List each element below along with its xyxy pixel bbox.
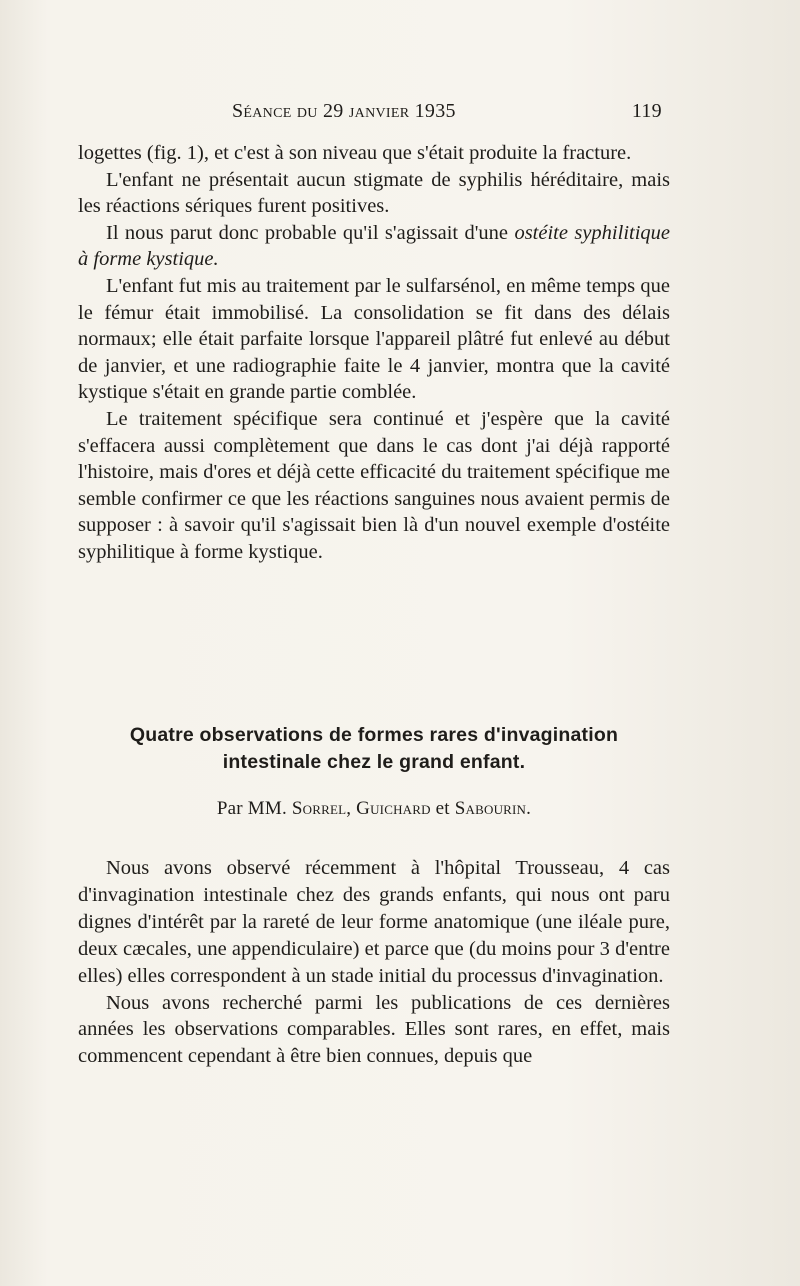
paragraph: L'enfant fut mis au traitement par le sulfarsénol, en même temps que le fémur était immobilisé. La consolidation se fit dans des délais normaux; elle était parfaite lorsque l'appareil plâtré fut enlevé au début de janvier, et une radiographie faite le 4 janvier, montra que la cavité kystique s'était en grande partie comblée. <box>78 274 670 404</box>
article-byline <box>78 798 670 820</box>
running-title: Séance du 29 janvier 1935 <box>232 100 456 122</box>
byline-prefix: Par MM. <box>216 798 287 819</box>
paragraph: logettes (fig. 1), et c'est à son niveau que s'était produite la fracture. <box>78 142 632 164</box>
article-title <box>78 722 670 776</box>
article-title-line: intestinale chez le grand enfant. <box>222 751 526 773</box>
article-title-line: Quatre observations de formes rares d'invagination <box>129 724 619 746</box>
paragraph: Nous avons recherché parmi les publications de ces dernières années les observations comparables. Elles sont rares, en effet, mais commencent cependant à être bien connues, depuis que <box>78 991 670 1068</box>
author-name: Guichard <box>356 798 431 819</box>
author-name: Sabourin. <box>454 798 532 819</box>
paragraph: Le traitement spécifique sera continué et j'espère que la cavité s'effacera aussi complètement que dans le cas dont j'ai déjà rapporté l'histoire, mais d'ores et déjà cette efficacité du traitement spécifique me semble confirmer ce que les réactions sanguines nous avaient permis de supposer : à savoir qu'il s'agissait bien là d'un nouvel exemple d'ostéite syphilitique à forme kystique. <box>78 407 670 563</box>
paragraph-text: Il nous parut donc probable qu'il s'agissait d'une <box>106 221 515 244</box>
paragraph: Nous avons observé récemment à l'hôpital Trousseau, 4 cas d'invagination intestinale chez des grands enfants, qui nous ont paru dignes d'intérêt par la rareté de leur forme anatomique (une iléale pure, deux cæcales, une appendiculaire) et parce que (du moins pour 3 d'entre elles) elles correspondent à un stade initial du processus d'invagination. <box>78 857 670 987</box>
page-header <box>232 100 662 123</box>
page-number: 119 <box>631 100 662 122</box>
paragraph <box>78 220 670 273</box>
italic-diagnosis: ostéite syphilitique à forme kystique. <box>78 221 671 271</box>
paragraph: L'enfant ne présentait aucun stigmate de syphilis héréditaire, mais les réactions sériques furent positives. <box>78 168 670 218</box>
previous-article-text <box>78 140 670 566</box>
author-name: Sorrel, <box>291 798 352 819</box>
byline-conjunction: et <box>435 798 450 819</box>
article-body <box>78 855 670 1070</box>
